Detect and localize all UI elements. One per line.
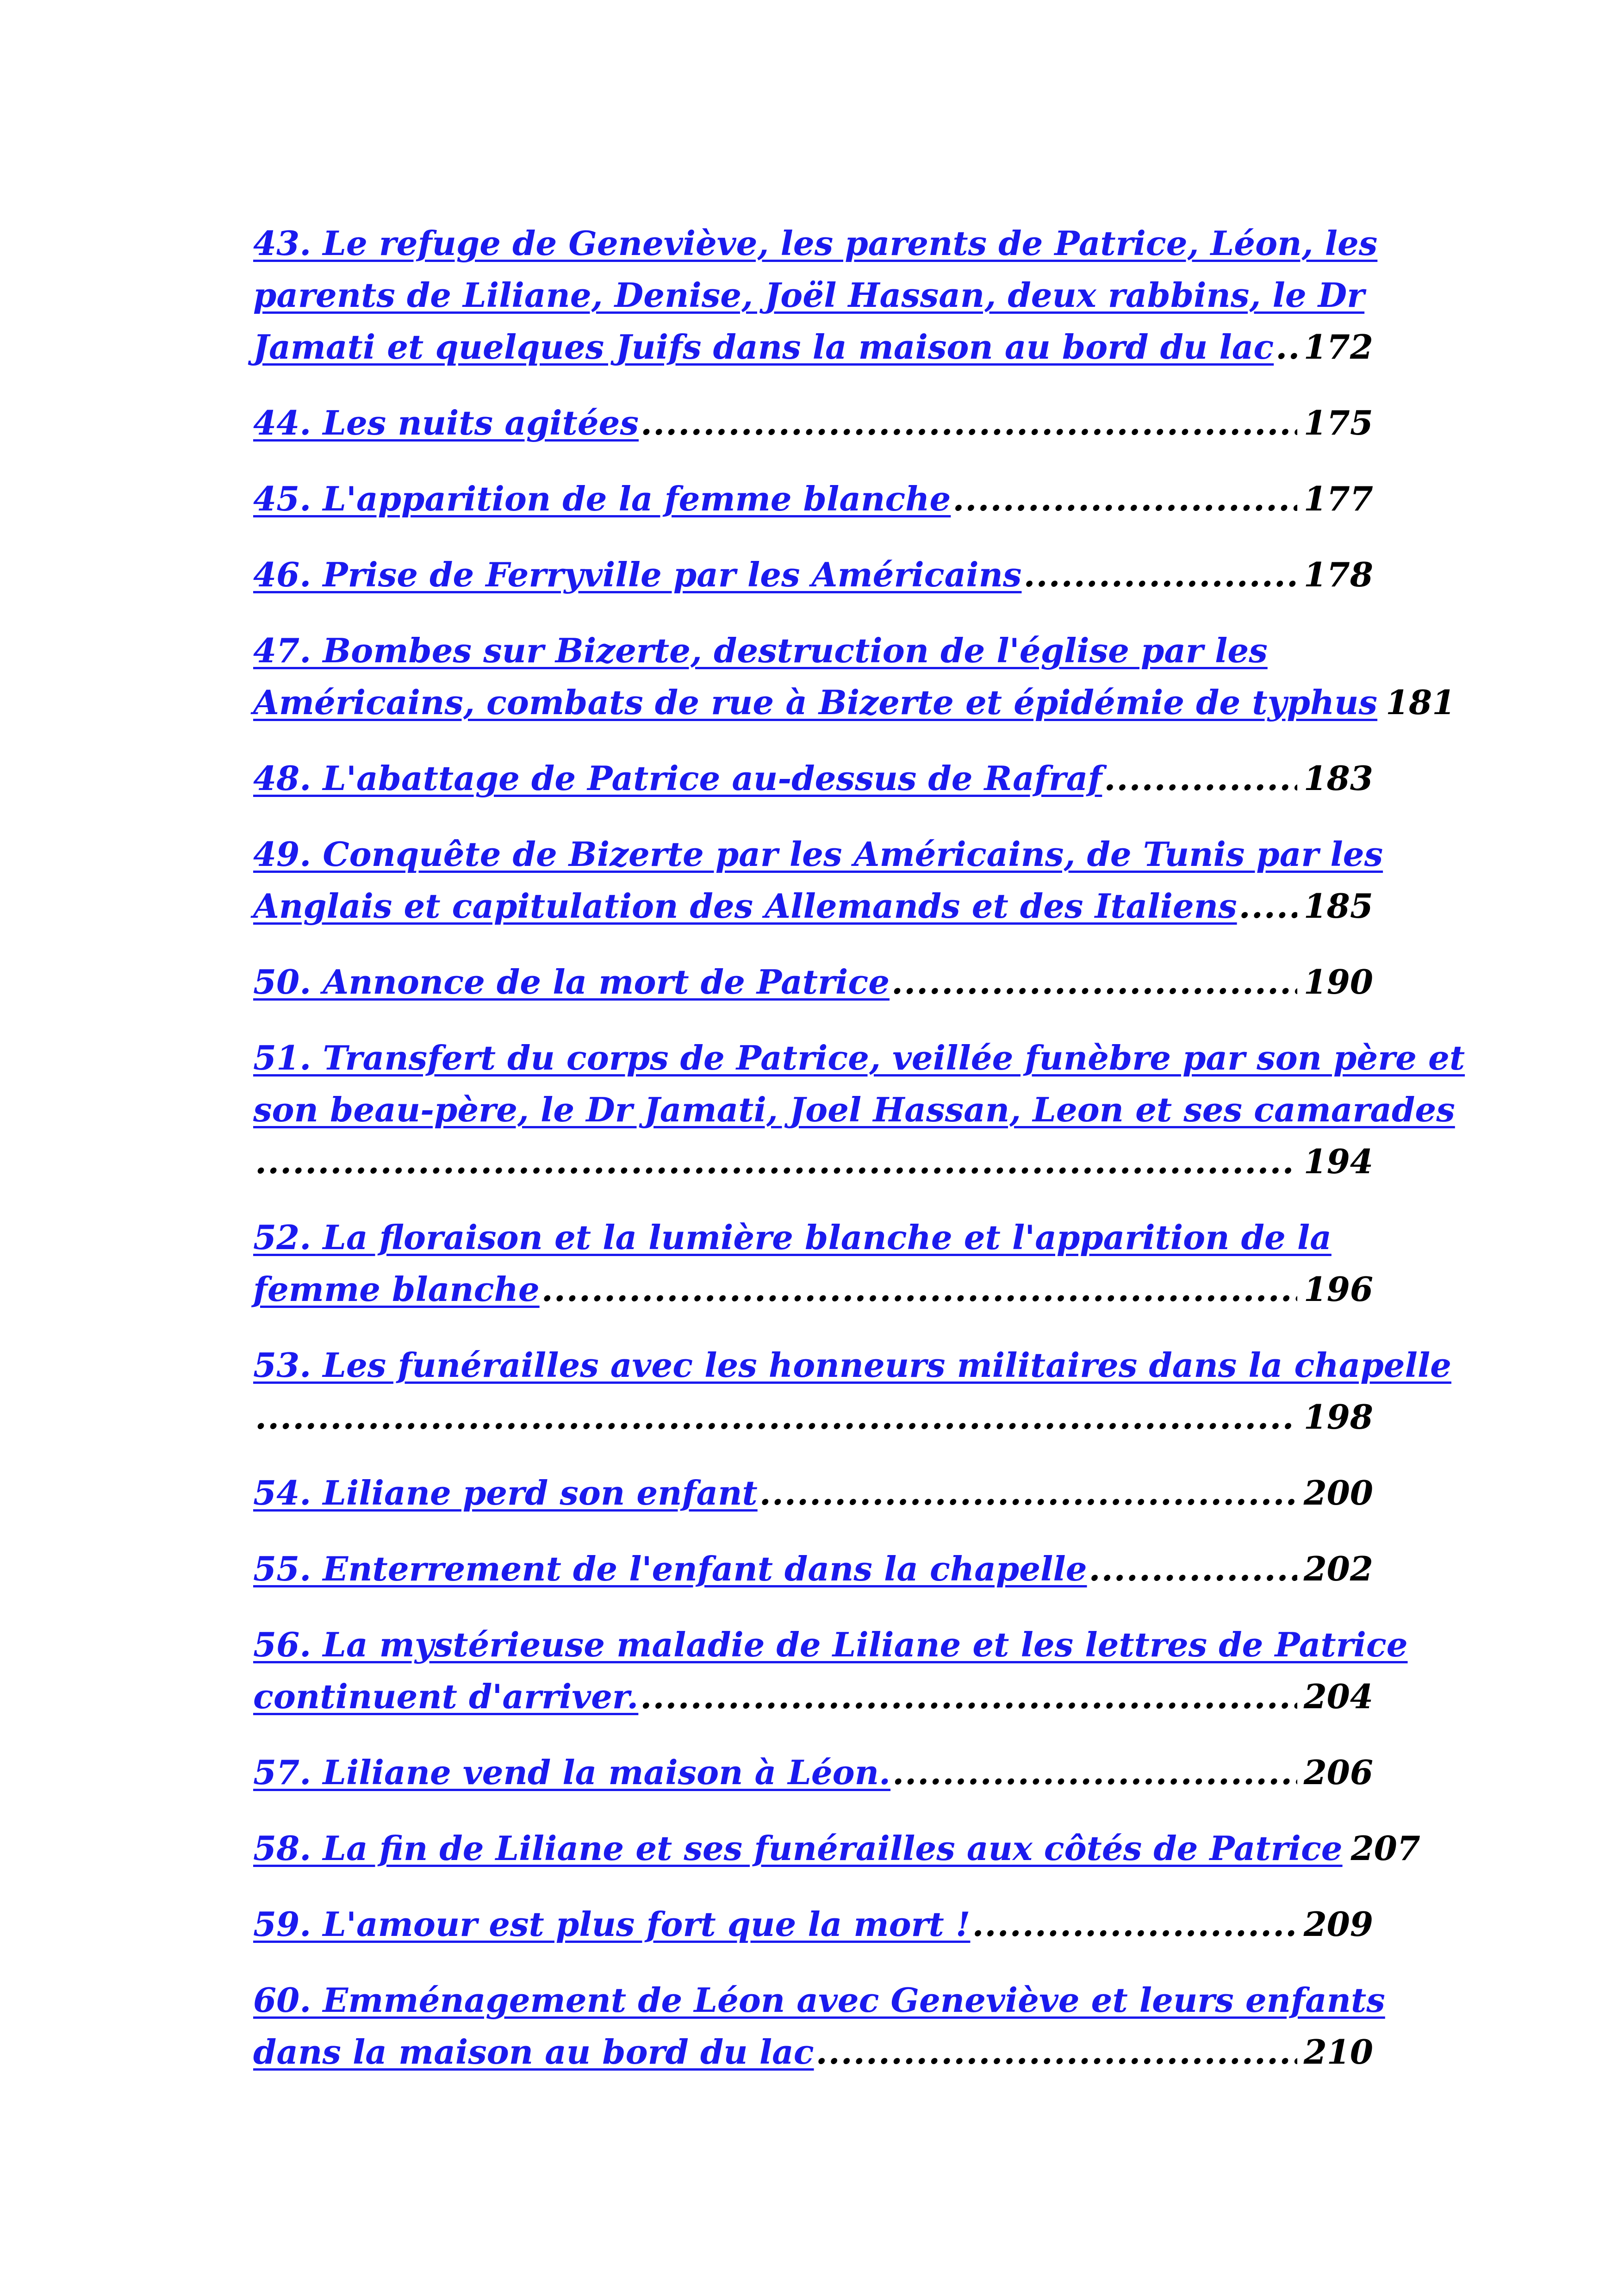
toc-entry-link[interactable]: 57. Liliane vend la maison à Léon. <box>253 1753 891 1792</box>
toc-entry[interactable] <box>253 1747 1373 1798</box>
toc-entry[interactable] <box>253 1898 1373 1950</box>
toc-entry-line <box>253 1339 1451 1391</box>
toc-entry[interactable] <box>253 1339 1451 1443</box>
toc-entry-last-line <box>253 1391 1373 1443</box>
toc-entry-link[interactable]: 52. La floraison et la lumière blanche et l'apparition de la <box>253 1218 1332 1257</box>
toc-entry-last-line <box>253 677 1456 728</box>
toc-entry-link[interactable]: 56. La mystérieuse maladie de Liliane et les lettres de Patrice <box>253 1625 1408 1664</box>
toc-entry[interactable] <box>253 473 1373 525</box>
toc-entry-last-line <box>253 753 1373 804</box>
table-of-contents <box>253 218 1465 2102</box>
page-number: 198 <box>1303 1397 1373 1437</box>
toc-entry-link[interactable]: Américains, combats de rue à Bizerte et épidémie de typhus <box>253 683 1378 722</box>
toc-entry-last-line <box>253 2026 1373 2078</box>
toc-entry-last-line <box>253 1136 1373 1188</box>
page-number: 200 <box>1303 1473 1373 1512</box>
toc-entry-link[interactable]: 60. Emménagement de Léon avec Geneviève et leurs enfants <box>253 1980 1385 2020</box>
page-number: 183 <box>1303 759 1373 798</box>
toc-entry-last-line <box>253 1467 1373 1519</box>
page-number: 196 <box>1303 1269 1373 1309</box>
dot-leader <box>759 1467 1297 1519</box>
dot-leader <box>816 2026 1297 2078</box>
toc-entry-last-line <box>253 1747 1373 1798</box>
toc-entry-link[interactable]: son beau-père, le Dr Jamati, Joel Hassan, Leon et ses camarades <box>253 1090 1455 1129</box>
dot-leader <box>1089 1543 1297 1595</box>
dot-leader <box>1239 880 1297 932</box>
toc-entry-link[interactable]: 54. Liliane perd son enfant <box>253 1473 758 1512</box>
toc-entry-last-line <box>253 1263 1373 1315</box>
toc-entry[interactable] <box>253 1974 1385 2078</box>
toc-entry[interactable] <box>253 1543 1373 1595</box>
toc-entry-link[interactable]: 50. Annonce de la mort de Patrice <box>253 962 890 1002</box>
toc-entry-last-line <box>253 549 1373 601</box>
toc-entry[interactable] <box>253 218 1378 373</box>
toc-entry-line <box>253 1974 1385 2026</box>
toc-entry-last-line <box>253 1898 1373 1950</box>
toc-entry[interactable] <box>253 397 1373 449</box>
toc-entry-link[interactable]: 58. La fin de Liliane et ses funérailles aux côtés de Patrice <box>253 1829 1343 1868</box>
toc-entry-link[interactable]: 43. Le refuge de Geneviève, les parents de Patrice, Léon, les <box>253 224 1378 263</box>
toc-entry-link[interactable]: 49. Conquête de Bizerte par les Américains, de Tunis par les <box>253 834 1383 874</box>
dot-leader <box>1104 753 1297 804</box>
page-number: 172 <box>1303 327 1373 367</box>
toc-entry-link[interactable]: 46. Prise de Ferryville par les Américains <box>253 555 1022 594</box>
dot-leader <box>1023 549 1297 601</box>
toc-entry-line <box>253 218 1378 269</box>
page-number: 175 <box>1303 403 1373 442</box>
toc-entry-link[interactable]: Jamati et quelques Juifs dans la maison au bord du lac <box>253 327 1274 367</box>
toc-entry[interactable] <box>253 956 1373 1008</box>
toc-entry[interactable] <box>253 828 1383 932</box>
toc-entry-link[interactable]: parents de Liliane, Denise, Joël Hassan, deux rabbins, le Dr <box>253 275 1365 315</box>
page-number: 209 <box>1303 1904 1373 1944</box>
toc-entry-line <box>253 1212 1373 1263</box>
page-number: 202 <box>1303 1549 1373 1588</box>
toc-entry-link[interactable]: dans la maison au bord du lac <box>253 2032 814 2072</box>
dot-leader <box>892 1747 1297 1798</box>
page-number: 178 <box>1303 555 1373 594</box>
toc-entry[interactable] <box>253 1823 1420 1874</box>
toc-entry[interactable] <box>253 1032 1465 1188</box>
page-number: 190 <box>1303 962 1373 1002</box>
toc-entry-link[interactable]: 53. Les funérailles avec les honneurs militaires dans la chapelle <box>253 1345 1451 1385</box>
toc-entry-last-line <box>253 473 1373 525</box>
page-number: 185 <box>1303 886 1373 926</box>
toc-entry-last-line <box>253 321 1373 373</box>
dot-leader <box>972 1898 1297 1950</box>
toc-entry-link[interactable]: 48. L'abattage de Patrice au-dessus de Rafraf <box>253 759 1102 798</box>
toc-entry-line <box>253 269 1373 321</box>
toc-entry-last-line <box>253 1671 1373 1723</box>
toc-entry[interactable] <box>253 625 1456 728</box>
toc-entry[interactable] <box>253 753 1373 804</box>
toc-entry-link[interactable]: 44. Les nuits agitées <box>253 403 639 442</box>
page-number: 204 <box>1303 1677 1373 1716</box>
toc-entry-line <box>253 625 1373 677</box>
toc-entry[interactable] <box>253 549 1373 601</box>
dot-leader <box>640 1671 1297 1723</box>
toc-entry-link[interactable]: continuent d'arriver. <box>253 1677 639 1716</box>
toc-entry-last-line <box>253 397 1373 449</box>
toc-entry[interactable] <box>253 1212 1373 1315</box>
toc-entry-line <box>253 1084 1455 1136</box>
dot-leader <box>255 1136 1297 1188</box>
page-number: 177 <box>1303 479 1373 518</box>
toc-entry[interactable] <box>253 1467 1373 1519</box>
toc-entry-line <box>253 828 1383 880</box>
toc-entry-link[interactable]: 55. Enterrement de l'enfant dans la chapelle <box>253 1549 1087 1588</box>
dot-leader <box>952 473 1297 525</box>
toc-entry-link[interactable]: Anglais et capitulation des Allemands et des Italiens <box>253 886 1237 926</box>
toc-entry-link[interactable]: 51. Transfert du corps de Patrice, veillée funèbre par son père et <box>253 1038 1465 1077</box>
page-number: 194 <box>1303 1142 1373 1181</box>
toc-entry-link[interactable]: 59. L'amour est plus fort que la mort ! <box>253 1904 971 1944</box>
page-number: 210 <box>1303 2032 1373 2072</box>
toc-entry-line <box>253 1619 1408 1671</box>
toc-entry-last-line <box>253 956 1373 1008</box>
dot-leader <box>541 1263 1297 1315</box>
dot-leader <box>891 956 1297 1008</box>
toc-entry-link[interactable]: femme blanche <box>253 1269 540 1309</box>
page-number: 181 <box>1386 683 1456 722</box>
toc-entry[interactable] <box>253 1619 1408 1723</box>
page-number: 207 <box>1350 1829 1420 1868</box>
dot-leader <box>1276 321 1297 373</box>
dot-leader <box>641 397 1297 449</box>
toc-entry-link[interactable]: 47. Bombes sur Bizerte, destruction de l'église par les <box>253 631 1268 670</box>
toc-entry-link[interactable]: 45. L'apparition de la femme blanche <box>253 479 951 518</box>
toc-entry-line <box>253 1032 1465 1084</box>
toc-entry-last-line <box>253 880 1373 932</box>
page-number: 206 <box>1303 1753 1373 1792</box>
toc-entry-last-line <box>253 1823 1420 1874</box>
dot-leader <box>255 1391 1297 1443</box>
toc-entry-last-line <box>253 1543 1373 1595</box>
